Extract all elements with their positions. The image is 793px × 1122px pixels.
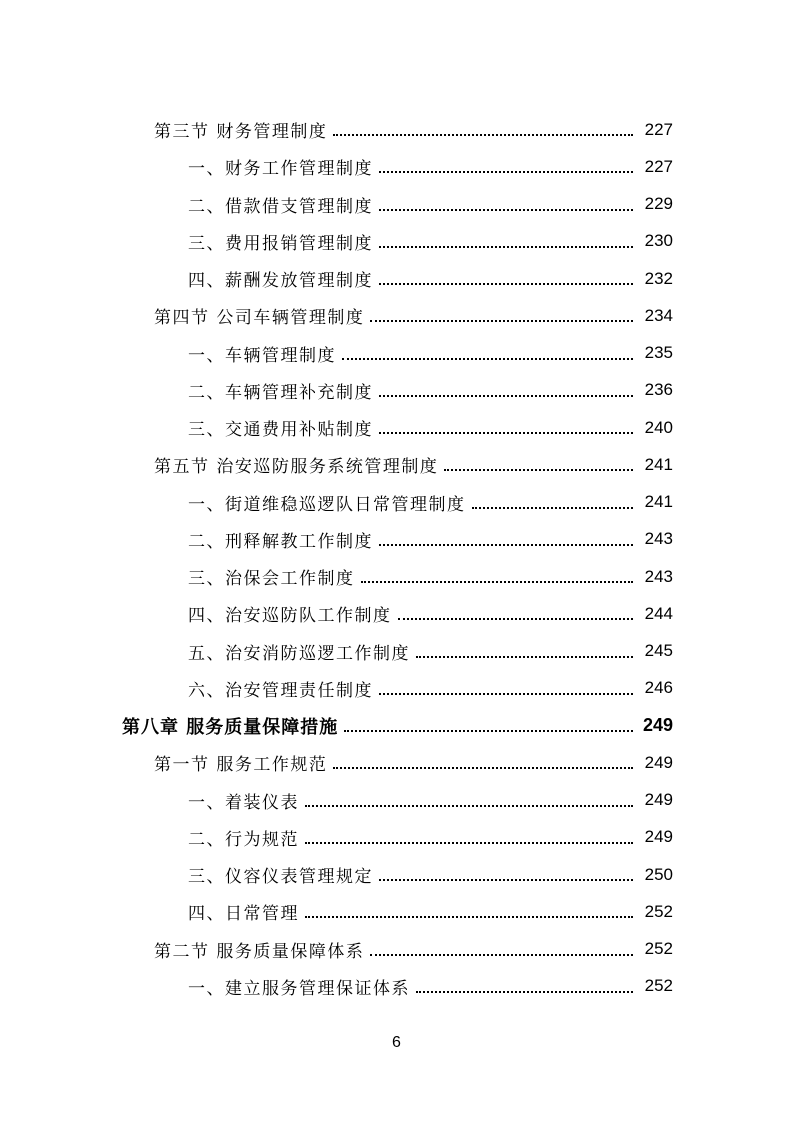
dot-leader bbox=[379, 394, 633, 397]
dot-leader bbox=[416, 655, 633, 658]
toc-entry-item[interactable] bbox=[0, 372, 673, 409]
table-of-contents bbox=[0, 111, 793, 1005]
dot-leader bbox=[344, 729, 633, 732]
toc-entry-item[interactable] bbox=[0, 595, 673, 632]
toc-entry-title: 四、治安巡防队工作制度 bbox=[188, 606, 392, 627]
toc-entry-item[interactable] bbox=[0, 521, 673, 558]
toc-entry-title: 三、费用报销管理制度 bbox=[188, 233, 373, 254]
toc-entry-title: 四、薪酬发放管理制度 bbox=[188, 271, 373, 292]
toc-entry-page: 252 bbox=[644, 939, 673, 959]
toc-entry-title: 二、行为规范 bbox=[188, 829, 299, 850]
dot-leader bbox=[379, 878, 633, 881]
dot-leader bbox=[379, 170, 633, 173]
toc-entry-page: 240 bbox=[644, 417, 673, 437]
toc-entry-title: 一、财务工作管理制度 bbox=[188, 159, 373, 180]
toc-entry-title: 二、借款借支管理制度 bbox=[188, 196, 373, 217]
toc-entry-page: 252 bbox=[644, 901, 673, 921]
dot-leader bbox=[370, 953, 633, 956]
toc-entry-page: 249 bbox=[644, 752, 673, 772]
toc-entry-title: 第三节 财务管理制度 bbox=[154, 122, 328, 143]
dot-leader bbox=[305, 841, 633, 844]
toc-entry-page: 229 bbox=[644, 194, 673, 214]
toc-entry-item[interactable] bbox=[0, 819, 673, 856]
toc-entry-item[interactable] bbox=[0, 633, 673, 670]
toc-entry-page: 243 bbox=[644, 529, 673, 549]
toc-entry-page: 249 bbox=[642, 715, 673, 736]
toc-entry-page: 241 bbox=[644, 454, 673, 474]
toc-entry-section[interactable] bbox=[0, 297, 673, 334]
toc-entry-page: 249 bbox=[644, 790, 673, 810]
toc-entry-section[interactable] bbox=[0, 111, 673, 148]
toc-entry-item[interactable] bbox=[0, 856, 673, 893]
toc-entry-page: 252 bbox=[644, 976, 673, 996]
toc-entry-page: 249 bbox=[644, 827, 673, 847]
dot-leader bbox=[379, 692, 633, 695]
toc-entry-item[interactable] bbox=[0, 186, 673, 223]
toc-entry-page: 236 bbox=[644, 380, 673, 400]
toc-entry-page: 230 bbox=[644, 231, 673, 251]
toc-entry-item[interactable] bbox=[0, 409, 673, 446]
toc-entry-title: 三、交通费用补贴制度 bbox=[188, 420, 373, 441]
toc-entry-title: 三、仪容仪表管理规定 bbox=[188, 867, 373, 888]
toc-entry-title: 二、刑释解教工作制度 bbox=[188, 531, 373, 552]
toc-entry-title: 三、治保会工作制度 bbox=[188, 569, 355, 590]
toc-entry-page: 232 bbox=[644, 268, 673, 288]
dot-leader bbox=[379, 431, 633, 434]
toc-entry-page: 227 bbox=[644, 119, 673, 139]
toc-entry-item[interactable] bbox=[0, 558, 673, 595]
dot-leader bbox=[342, 357, 633, 360]
toc-entry-title: 第四节 公司车辆管理制度 bbox=[154, 308, 365, 329]
toc-entry-title: 一、建立服务管理保证体系 bbox=[188, 978, 410, 999]
toc-entry-page: 235 bbox=[644, 343, 673, 363]
toc-entry-item[interactable] bbox=[0, 223, 673, 260]
toc-entry-page: 241 bbox=[644, 492, 673, 512]
page-number: 6 bbox=[392, 1034, 401, 1051]
toc-entry-item[interactable] bbox=[0, 148, 673, 185]
toc-entry-item[interactable] bbox=[0, 335, 673, 372]
toc-entry-page: 234 bbox=[644, 305, 673, 325]
toc-entry-title: 一、着装仪表 bbox=[188, 792, 299, 813]
toc-list bbox=[0, 111, 673, 1005]
dot-leader bbox=[305, 804, 633, 807]
toc-entry-title: 第八章 服务质量保障措施 bbox=[122, 716, 339, 738]
toc-entry-chapter[interactable] bbox=[0, 707, 673, 744]
toc-entry-page: 243 bbox=[644, 566, 673, 586]
dot-leader bbox=[379, 245, 633, 248]
toc-entry-title: 第五节 治安巡防服务系统管理制度 bbox=[154, 457, 439, 478]
dot-leader bbox=[333, 133, 633, 136]
dot-leader bbox=[416, 990, 633, 993]
toc-entry-item[interactable] bbox=[0, 260, 673, 297]
toc-entry-item[interactable] bbox=[0, 893, 673, 930]
toc-entry-title: 二、车辆管理补充制度 bbox=[188, 382, 373, 403]
toc-entry-item[interactable] bbox=[0, 484, 673, 521]
toc-entry-item[interactable] bbox=[0, 670, 673, 707]
dot-leader bbox=[472, 506, 634, 509]
dot-leader bbox=[379, 282, 633, 285]
toc-entry-page: 250 bbox=[644, 864, 673, 884]
toc-entry-page: 227 bbox=[644, 156, 673, 176]
toc-entry-page: 245 bbox=[644, 641, 673, 661]
toc-entry-item[interactable] bbox=[0, 782, 673, 819]
toc-entry-title: 第二节 服务质量保障体系 bbox=[154, 941, 365, 962]
toc-entry-title: 一、街道维稳巡逻队日常管理制度 bbox=[188, 494, 466, 515]
toc-entry-page: 246 bbox=[644, 678, 673, 698]
dot-leader bbox=[370, 319, 633, 322]
toc-entry-title: 四、日常管理 bbox=[188, 904, 299, 925]
toc-entry-title: 一、车辆管理制度 bbox=[188, 345, 336, 366]
dot-leader bbox=[379, 208, 633, 211]
toc-entry-title: 六、治安管理责任制度 bbox=[188, 680, 373, 701]
toc-entry-item[interactable] bbox=[0, 968, 673, 1005]
toc-entry-section[interactable] bbox=[0, 446, 673, 483]
dot-leader bbox=[333, 766, 633, 769]
dot-leader bbox=[444, 468, 633, 471]
toc-entry-section[interactable] bbox=[0, 744, 673, 781]
toc-entry-page: 244 bbox=[644, 603, 673, 623]
dot-leader bbox=[305, 915, 633, 918]
toc-entry-section[interactable] bbox=[0, 931, 673, 968]
dot-leader bbox=[361, 580, 634, 583]
toc-entry-title: 五、治安消防巡逻工作制度 bbox=[188, 643, 410, 664]
toc-entry-title: 第一节 服务工作规范 bbox=[154, 755, 328, 776]
dot-leader bbox=[379, 543, 633, 546]
dot-leader bbox=[398, 617, 634, 620]
